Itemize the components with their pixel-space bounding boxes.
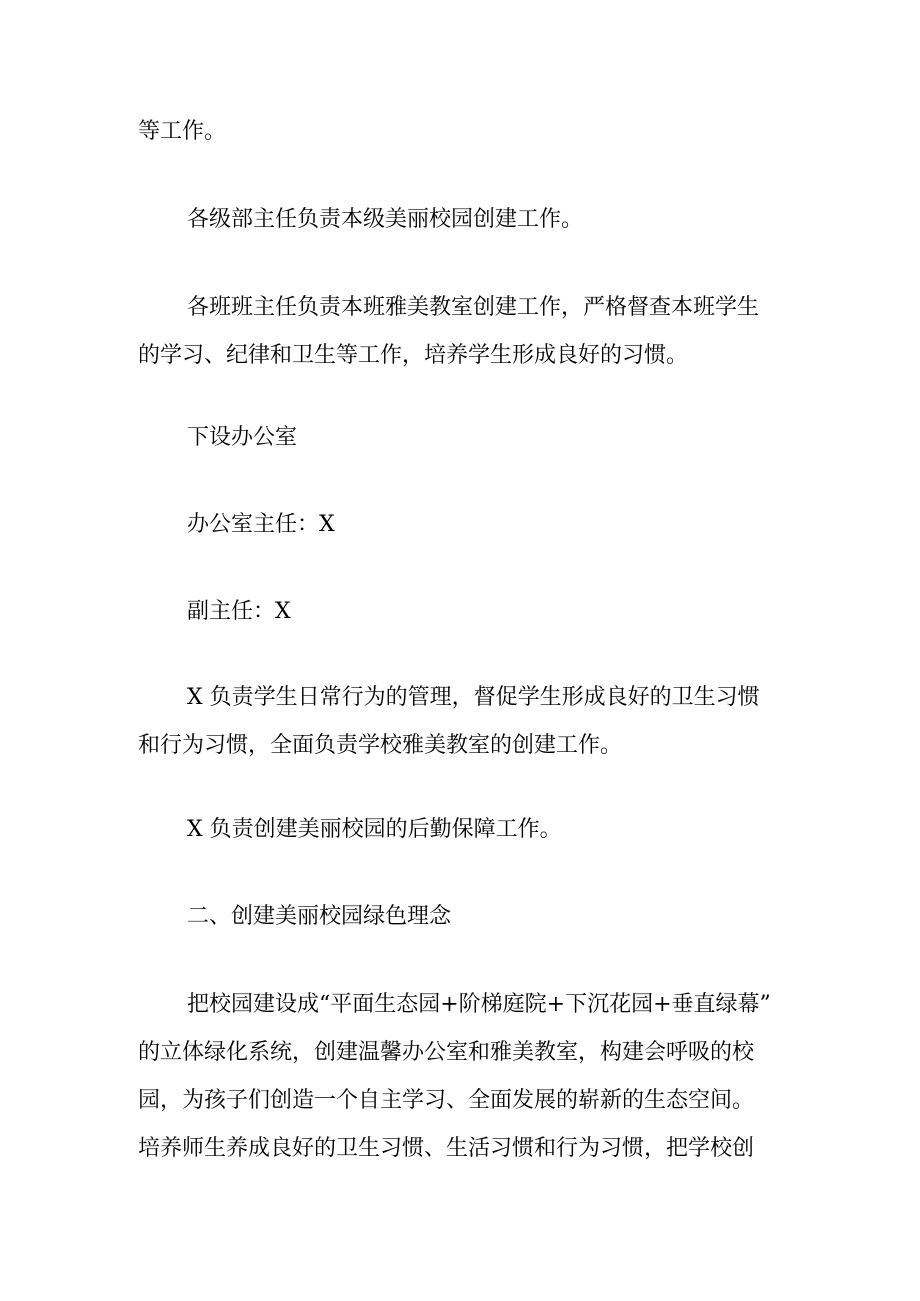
paragraph-green-campus	[138, 981, 788, 1173]
text-line: 副主任：X	[187, 599, 291, 624]
text-line: 把校园建设成“平面生态园+阶梯庭院+下沉花园+垂直绿幕”	[187, 992, 771, 1017]
text-line: 各级部主任负责本级美丽校园创建工作。	[187, 207, 584, 232]
text-line: 各班班主任负责本班雅美教室创建工作，严格督查本班学生	[187, 295, 760, 320]
section-heading-green-concept	[138, 893, 788, 941]
text-line: 等工作。	[138, 119, 227, 144]
paragraph-class-teachers	[138, 284, 788, 380]
text-line: X 负责学生日常行为的管理，督促学生形成良好的卫生习惯	[187, 685, 760, 710]
text-line: 和行为习惯，全面负责学校雅美教室的创建工作。	[138, 733, 623, 758]
text-line: 办公室主任：X	[187, 512, 335, 537]
text-line: 培养师生养成良好的卫生习惯、生活习惯和行为习惯，把学校创	[138, 1136, 755, 1161]
paragraph-continuation	[138, 108, 788, 156]
paragraph-logistics	[138, 806, 788, 854]
text-line: 下设办公室	[187, 425, 298, 450]
text-line: 的立体绿化系统，创建温馨办公室和雅美教室，构建会呼吸的校	[138, 1040, 755, 1065]
text-line: 园，为孩子们创造一个自主学习、全面发展的崭新的生态空间。	[138, 1088, 755, 1113]
paragraph-office-heading	[138, 414, 788, 462]
paragraph-grade-directors	[138, 196, 788, 244]
paragraph-behavior-management	[138, 674, 788, 770]
paragraph-deputy-director	[138, 588, 788, 636]
text-line: X 负责创建美丽校园的后勤保障工作。	[187, 817, 562, 842]
text-line: 的学习、纪律和卫生等工作，培养学生形成良好的习惯。	[138, 343, 689, 368]
text-line: 二、创建美丽校园绿色理念	[187, 904, 452, 929]
paragraph-office-director	[138, 501, 788, 549]
